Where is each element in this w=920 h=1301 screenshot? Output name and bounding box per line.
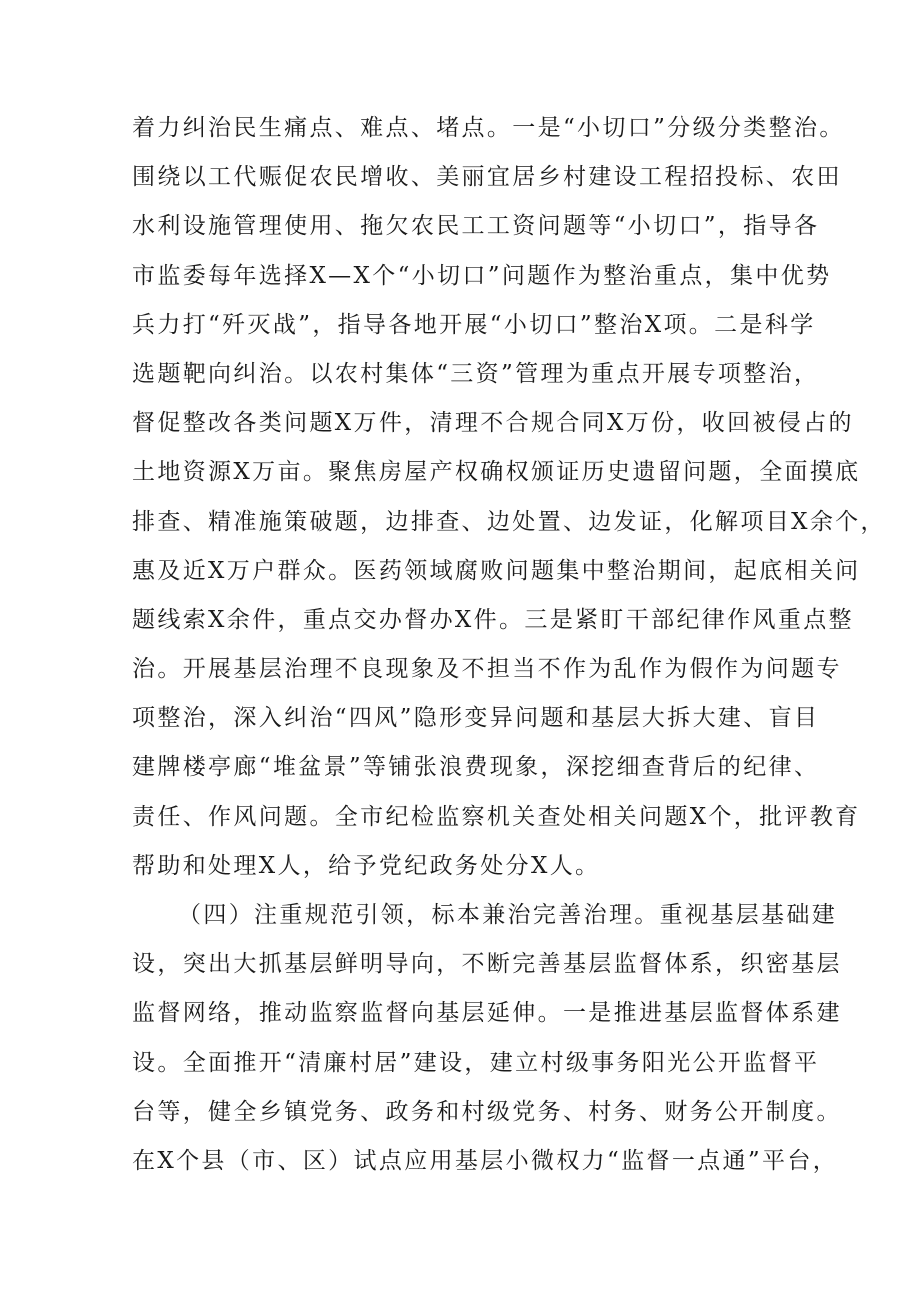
text-line: 土地资源X万亩。聚焦房屋产权确权颁证历史遗留问题，全面摸底: [132, 459, 861, 486]
text-line: 惠及近X万户群众。医药领域腐败问题集中整治期间，起底相关问: [132, 557, 861, 584]
text-line: 选题靶向纠治。以农村集体“三资”管理为重点开展专项整治，: [132, 360, 820, 387]
text-line: 兵力打“歼灭战”，指导各地开展“小切口”整治X项。二是科学: [132, 311, 816, 338]
text-line: 帮助和处理X人，给予党纪政务处分X人。: [132, 852, 601, 879]
text-line: 排查、精准施策破题，边排查、边处置、边发证，化解项目X余个，: [132, 508, 886, 535]
text-line: 台等，健全乡镇党务、政务和村级党务、村务、财务公开制度。: [132, 1098, 842, 1125]
text-line: 题线索X余件，重点交办督办X件。三是紧盯干部纪律作风重点整: [132, 606, 854, 633]
text-line: 项整治，深入纠治“四风”隐形变异问题和基层大拆大建、盲目: [132, 705, 820, 732]
body-text: [132, 104, 886, 1186]
text-line: 着力纠治民生痛点、难点、堵点。一是“小切口”分级分类整治。: [132, 115, 845, 141]
text-line: 监督网络，推动监察监督向基层延伸。一是推进基层监督体系建: [132, 1000, 842, 1027]
text-line: 在X个县（市、区）试点应用基层小微权力“监督一点通”平台，: [132, 1147, 839, 1174]
text-line: 治。开展基层治理不良现象及不担当不作为乱作为假作为问题专: [132, 656, 842, 683]
text-line: 督促整改各类问题X万件，清理不合规合同X万份，收回被侵占的: [132, 410, 854, 437]
text-line: 围绕以工代赈促农民增收、美丽宜居乡村建设工程招投标、农田: [132, 164, 842, 191]
text-line: 建牌楼亭廊“堆盆景”等铺张浪费现象，深挖细查背后的纪律、: [132, 754, 820, 781]
section-heading-line: （四）注重规范引领，标本兼治完善治理。重视基层基础建: [178, 902, 838, 928]
text-line: 水利设施管理使用、拖欠农民工工资问题等“小切口”，指导各: [132, 213, 820, 240]
text-line: 设。全面推开“清廉村居”建设，建立村级事务阳光公开监督平: [132, 1049, 820, 1076]
text-line: 责任、作风问题。全市纪检监察机关查处相关问题X个，批评教育: [132, 803, 861, 830]
text-line: 设，突出大抓基层鲜明导向，不断完善基层监督体系，织密基层: [132, 951, 842, 978]
text-line: 市监委每年选择X—X个“小切口”问题作为整治重点，集中优势: [132, 262, 832, 289]
